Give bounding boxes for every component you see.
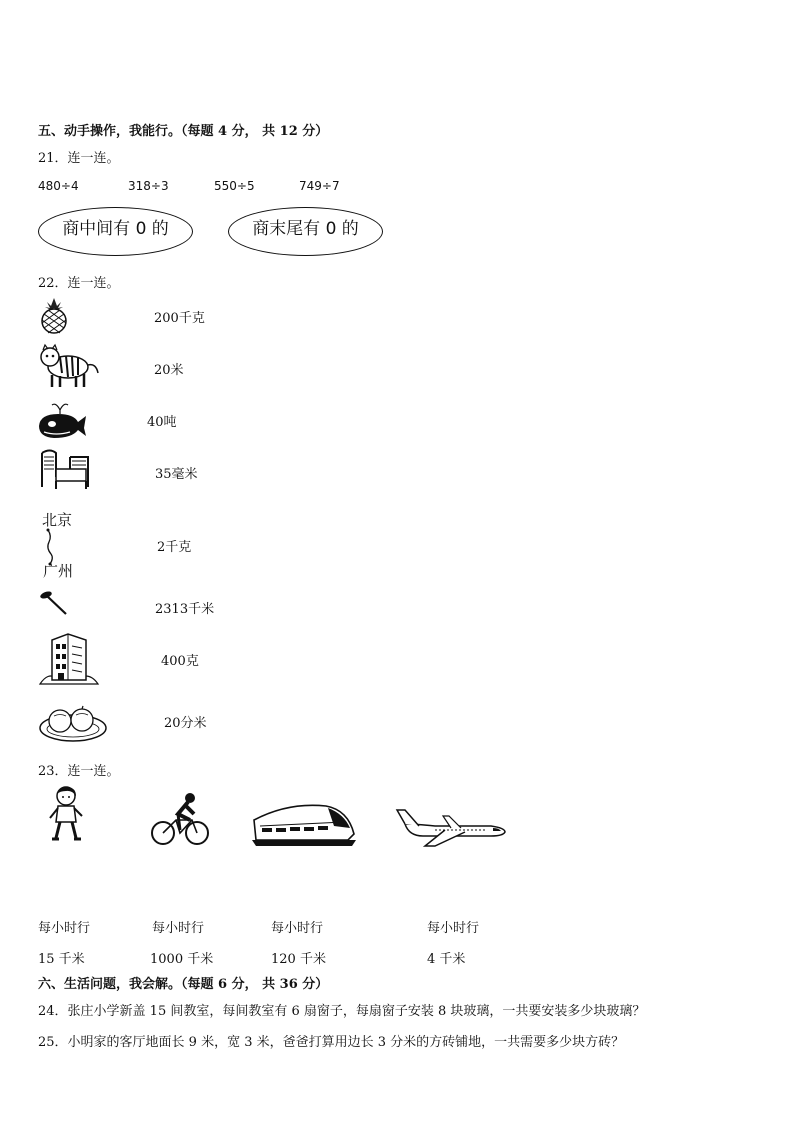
speed-2-line2: 1000 千米	[150, 952, 214, 967]
speed-4-line1: 每小时行	[427, 921, 480, 936]
speed-3-line1: 每小时行	[271, 921, 324, 936]
expression-1: 480÷4	[38, 179, 79, 193]
question-21-title: 21．连一连。	[38, 151, 120, 166]
nail-icon	[38, 588, 70, 616]
question-25: 25．小明家的客厅地面长 9 米，宽 3 米，爸爸打算用边长 3 分米的方砖铺地，一共需要多少块方砖？	[38, 1035, 625, 1050]
train-icon	[248, 800, 358, 848]
measure-2: 20米	[154, 363, 184, 378]
speed-1-line2: 15 千米	[38, 952, 85, 967]
measure-7: 400克	[161, 654, 199, 669]
expression-4: 749÷7	[299, 179, 340, 193]
measure-4: 35毫米	[155, 467, 198, 482]
tiger-icon	[38, 343, 100, 389]
map-label-guangzhou: 广州	[43, 562, 74, 580]
measure-8: 20分米	[164, 716, 207, 731]
speed-4-line2: 4 千米	[427, 952, 466, 967]
building-icon	[38, 630, 100, 686]
speed-1-line1: 每小时行	[38, 921, 91, 936]
airplane-icon	[395, 806, 507, 848]
question-24: 24．张庄小学新盖 15 间教室，每间教室有 6 扇窗子，每扇窗子安装 8 块玻璃，一共要安装多少块玻璃？	[38, 1004, 646, 1019]
bed-icon	[38, 447, 90, 491]
measure-3: 40吨	[147, 415, 177, 430]
oval-end-zero	[228, 207, 383, 256]
speed-3-line2: 120 千米	[271, 952, 326, 967]
oval-middle-zero	[38, 207, 193, 256]
section-5-heading: 五、动手操作，我能行。（每题 4 分， 共 12 分）	[38, 124, 329, 139]
fruit-plate-icon	[38, 700, 108, 744]
speed-2-line1: 每小时行	[152, 921, 205, 936]
measure-6: 2313千米	[155, 602, 215, 617]
question-22-title: 22．连一连。	[38, 276, 120, 291]
oval-end-zero-label: 商末尾有 0 的	[252, 219, 359, 239]
measure-1: 200千克	[154, 311, 205, 326]
pineapple-icon	[38, 296, 70, 334]
whale-icon	[36, 400, 88, 440]
section-6-heading: 六、生活问题，我会解。（每题 6 分， 共 36 分）	[38, 977, 329, 992]
expression-3: 550÷5	[214, 179, 255, 193]
route-map-icon	[38, 508, 82, 582]
walking-child-icon	[46, 784, 88, 844]
expression-2: 318÷3	[128, 179, 169, 193]
map-label-beijing: 北京	[42, 511, 73, 529]
cyclist-icon	[150, 790, 210, 848]
measure-5: 2千克	[157, 540, 192, 555]
question-23-title: 23．连一连。	[38, 764, 120, 779]
oval-middle-zero-label: 商中间有 0 的	[62, 219, 169, 239]
